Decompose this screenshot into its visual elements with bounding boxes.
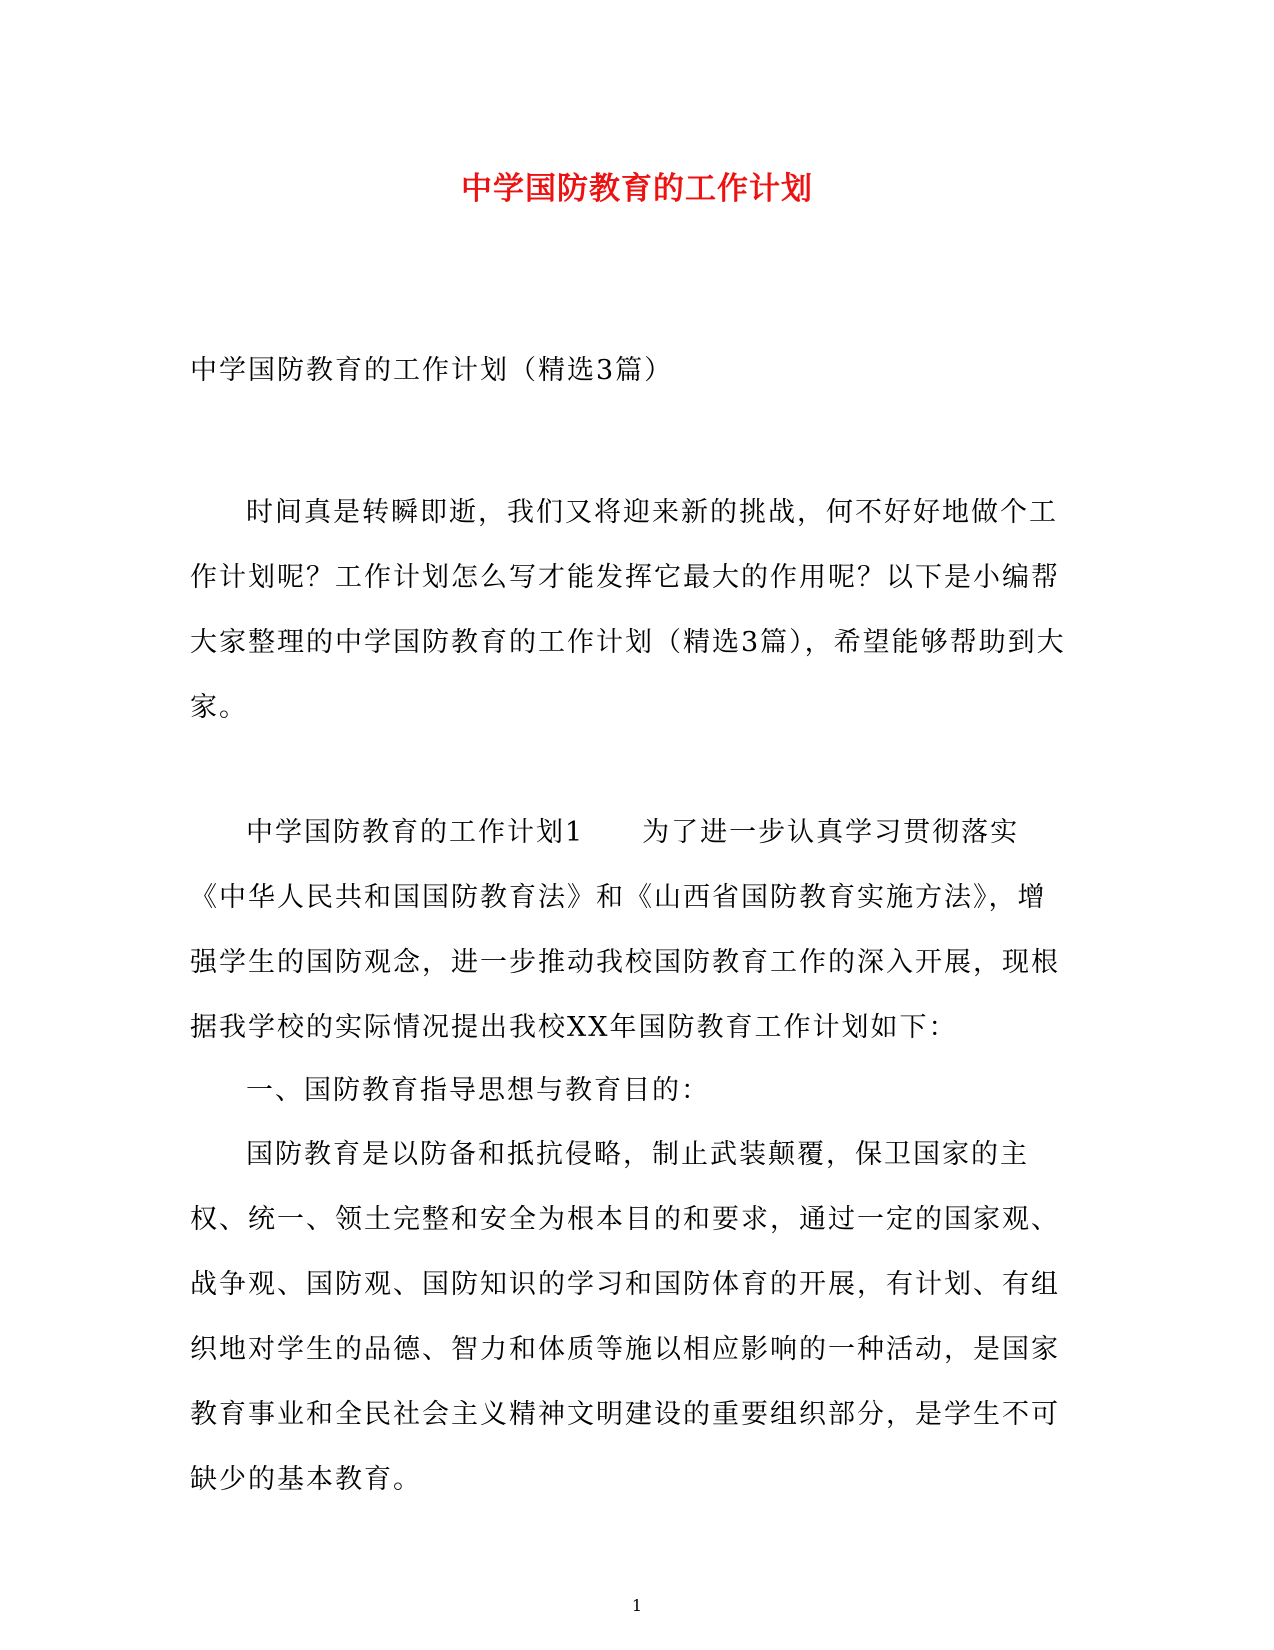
document-title: 中学国防教育的工作计划: [461, 171, 813, 207]
intro-paragraph: 时间真是转瞬即逝，我们又将迎来新的挑战，何不好好地做个工作计划呢？工作计划怎么写才能发挥它最大的作用呢？以下是小编帮大家整理的中学国防教育的工作计划（精选3篇），希望能够帮助到大家。: [190, 497, 1066, 723]
document-subtitle: 中学国防教育的工作计划（精选3篇）: [190, 355, 674, 386]
section-1-heading: 一、国防教育指导思想与教育目的：: [246, 1075, 710, 1106]
page-number: 1: [631, 1596, 643, 1615]
plan-1-paragraph: 中学国防教育的工作计划1 为了进一步认真学习贯彻落实《中华人民共和国国防教育法》和《山西省国防教育实施方法》，增强学生的国防观念，进一步推动我校国防教育工作的深入开展，现根据我学校的实际情况提出我校XX年国防教育工作计划如下：: [190, 817, 1060, 1043]
section-1-paragraph: 国防教育是以防备和抵抗侵略，制止武装颠覆，保卫国家的主权、统一、领土完整和安全为根本目的和要求，通过一定的国家观、战争观、国防观、国防知识的学习和国防体育的开展，有计划、有组织地对学生的品德、智力和体质等施以相应影响的一种活动，是国家教育事业和全民社会主义精神文明建设的重要组织部分，是学生不可缺少的基本教育。: [190, 1139, 1060, 1495]
